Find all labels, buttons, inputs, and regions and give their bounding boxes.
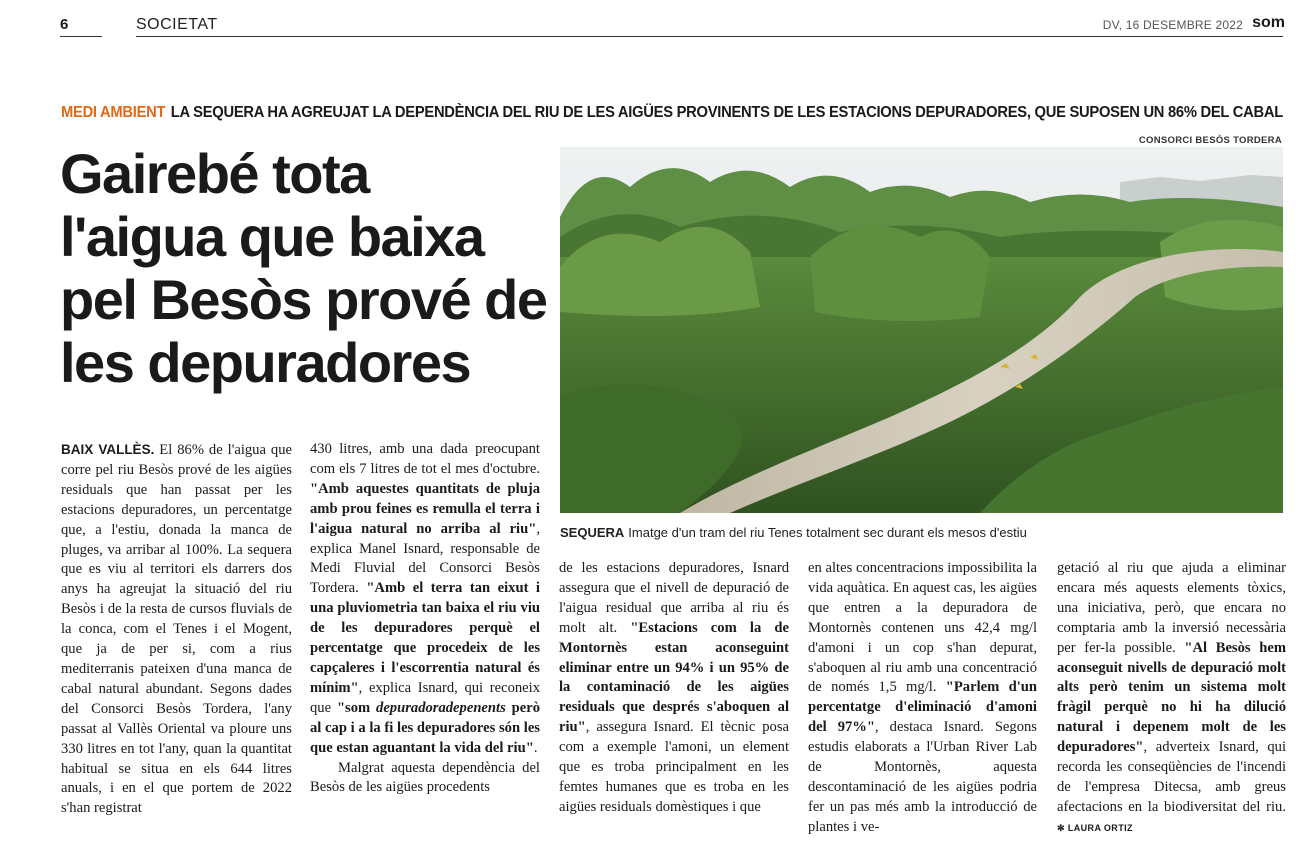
paragraph [808, 559, 1037, 838]
body-column-2 [310, 440, 540, 798]
body-column-4 [808, 559, 1037, 838]
byline: LAURA ORTIZ [1067, 822, 1133, 833]
paragraph [1057, 559, 1286, 839]
body-text: 430 litres, amb una dada preocupant com els 7 litres de tot el mes d'octubre. [310, 441, 540, 477]
body-text: en altes concentracions impossibilita la vida aquàtica. En aquest cas, les aigües que entren a la depuradora de Montornès contenen uns 42,4 mg/l d'amoni i un cop s'han depurat, s'aboquen al riu amb una concentració de només 1,5 mg/l. [808, 560, 1037, 696]
header-rule-left [60, 36, 102, 37]
brand-logo: som [1252, 14, 1285, 31]
body-text: . [533, 739, 538, 756]
quote [310, 700, 540, 756]
quote-part: però al cap i a la fi les depuradores són les que estan aguantant la vida del riu" [310, 699, 540, 756]
paragraph [310, 759, 540, 799]
quote: "Amb el terra tan eixut i una pluviometria tan baixa el riu viu de les depuradores perquè el percentatge que procedeix de les capçaleres i l'escorrentia natural és mínim" [310, 580, 540, 696]
caption-text: Imatge d'un tram del riu Tenes totalment sec durant els mesos d'estiu [628, 525, 1027, 540]
body-column-1 [61, 440, 292, 819]
quote: "Amb aquestes quantitats de pluja amb prou feines es remulla el terra i l'aigua natural no arriba al riu" [310, 480, 540, 537]
body-text: , destaca Isnard. Segons estudis elaborats a l'Urban River Lab de Montornès, aquesta descontaminació de les aigües podria fer un pas més amb la introducció de plantes i ve- [808, 719, 1037, 835]
body-text: , assegura Isnard. El tècnic posa com a exemple l'amoni, un element que es troba principalment en les femtes humanes que es troba en les aigües residuals domèstiques i que [559, 719, 789, 815]
headline-line: l'aigua que baixa [60, 205, 484, 268]
section-name: SOCIETAT [136, 16, 218, 33]
body-text: Malgrat aquesta dependència del Besòs de les aigües procedents [310, 759, 540, 796]
dateline: BAIX VALLÈS. [61, 442, 155, 457]
header-rule [136, 36, 1283, 37]
paragraph [61, 440, 292, 819]
body-text: de les estacions depuradores, Isnard assegura que el nivell de depuració de l'aigua residual que arriba al riu és molt alt. [559, 560, 789, 636]
river-photo [560, 147, 1283, 513]
page-number: 6 [60, 16, 69, 33]
quote-italic: depuradoradepenents [376, 699, 506, 716]
headline [60, 142, 550, 394]
body-column-5 [1057, 559, 1286, 839]
quote: "Estacions com la de Montornès estan aconseguint eliminar entre un 94% i un 95% de la contaminació de les aigües residuals que després s'aboquen al riu" [559, 619, 789, 736]
body-text: , explica Isnard, qui reconeix que [310, 679, 540, 716]
issue-date: DV, 16 DESEMBRE 2022 [1102, 18, 1243, 32]
body-text: , adverteix Isnard, qui recorda les conseqüències de l'incendi de l'empresa Ditecsa, amb greus afectacions en la biodiversitat del riu. [1057, 739, 1286, 815]
body-column-3 [559, 559, 789, 818]
center-bush [810, 226, 990, 321]
kicker [61, 104, 1283, 122]
photo-caption [560, 525, 1027, 540]
photo-credit: CONSORCI BESÒS TORDERA [1138, 135, 1282, 146]
body-text: , explica Manel Isnard, responsable de Medi Fluvial del Consorci Besòs Tordera. [310, 520, 540, 597]
river-photo-illustration [560, 147, 1283, 513]
kicker-tag: MEDI AMBIENT [61, 104, 166, 121]
quote: "Al Besòs hem aconseguit nivells de depuració molt alts però tenim un sistema molt fràgil perquè no hi ha dilució natural i depenem molt de les depuradores" [1057, 639, 1286, 756]
headline-line: les depuradores [60, 331, 471, 394]
body-text: El 86% de l'aigua que corre pel riu Besòs prové de les aigües residuals que han passat per les estacions depuradores, un percentatge que, a l'estiu, donada la manca de pluges, va arribar al 100%. La sequera que es viu al territori els darrers dos anys ha agreujat la situació del riu Besòs i de la resta de cursos fluvials de la conca, com el Tenes i el Mogent, que ja de per si, com a rius mediterranis pateixen d'una manca de cabal natural abundant. Segons dades del Consorci Besòs Tordera, l'any passat al Vallès Oriental va ploure uns 330 litres en tot l'any, quan la quantitat habitual se situa en els 644 litres anuals, i en el que portem de 2022 s'han registrat [61, 442, 292, 817]
kicker-text: LA SEQUERA HA AGREUJAT LA DEPENDÈNCIA DEL RIU DE LES AIGÜES PROVINENTS DE LES ESTACIONS DEPURADORES, QUE SUPOSEN UN 86% DEL CABAL [170, 104, 1283, 121]
caption-tag: SEQUERA [560, 525, 625, 540]
asterisk-icon: ✻ [1057, 822, 1068, 833]
quote-part: "som [336, 699, 377, 716]
quote: "Parlem d'un percentatge d'eliminació d'amoni del 97%" [808, 679, 1037, 736]
headline-line: Gairebé tota [60, 142, 369, 205]
paragraph [559, 559, 789, 818]
body-text: getació al riu que ajuda a eliminar encara més aquests elements tòxics, una iniciativa, però, que encara no comptaria amb la inversió necessària per fer-la possible. [1057, 560, 1286, 656]
paragraph [310, 440, 540, 759]
headline-line: pel Besòs prové de [60, 268, 547, 331]
